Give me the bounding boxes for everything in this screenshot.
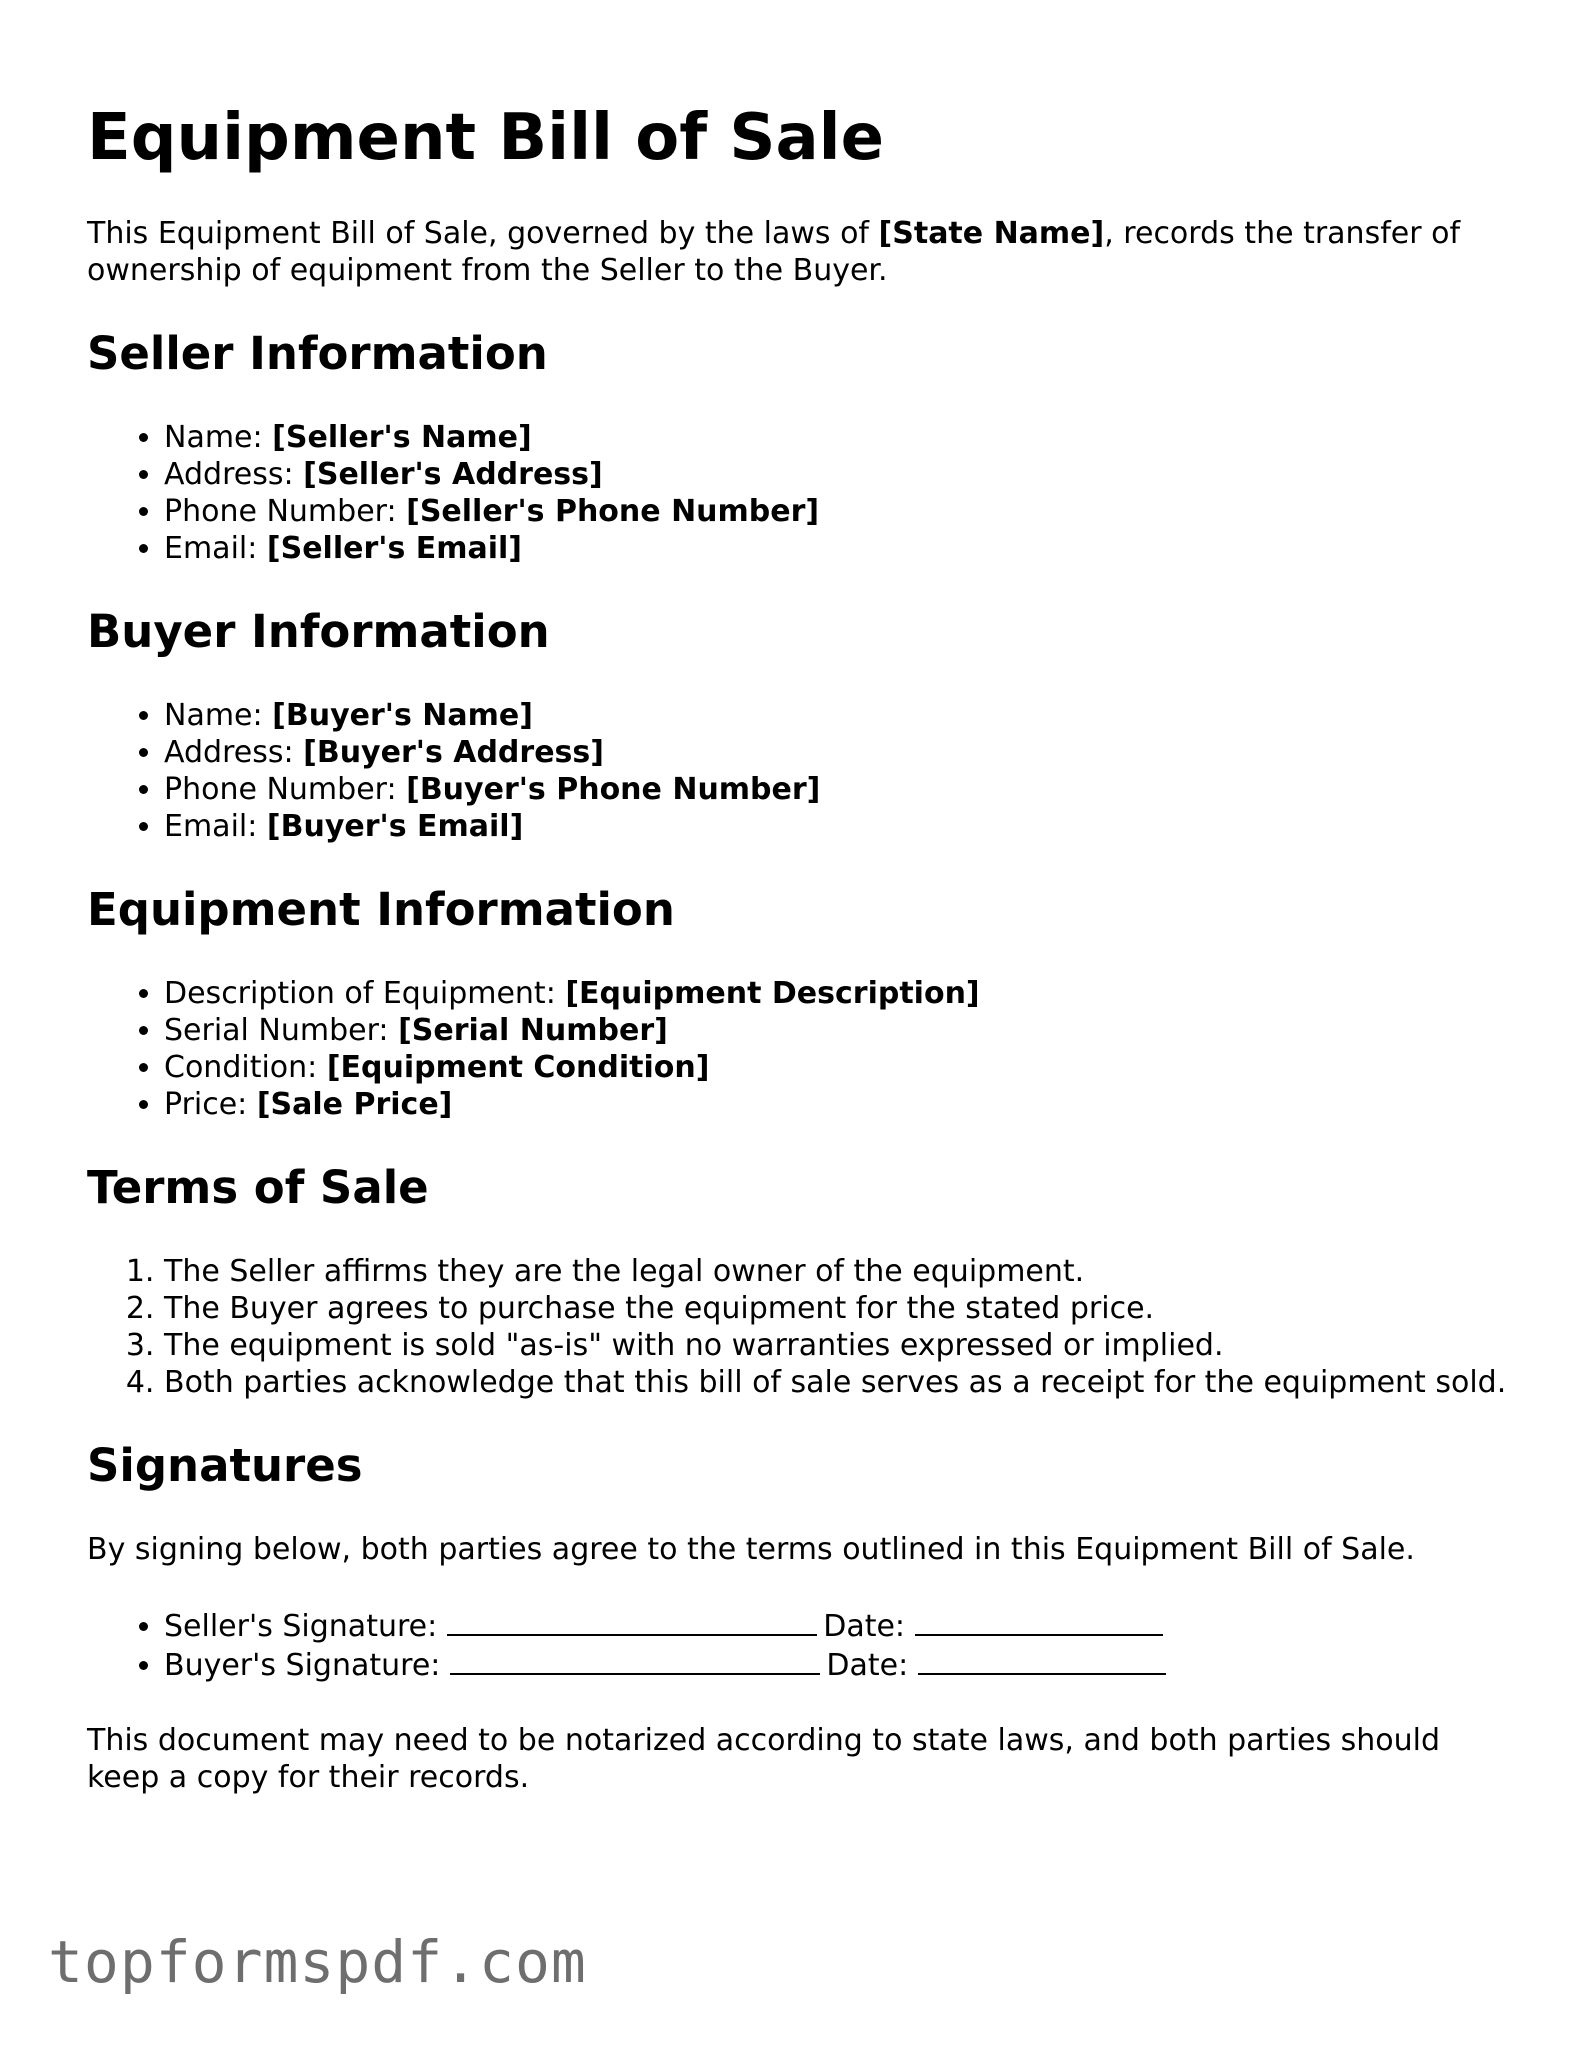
buyer-heading: Buyer Information [87,604,550,658]
field-label: Name: [164,697,273,733]
watermark: topformspdf.com [48,1928,587,1996]
signatures-list [87,1606,1507,1684]
field-label: Email: [164,808,267,844]
list-item [164,1086,1507,1123]
signatures-intro: By signing below, both parties agree to the terms outlined in this Equipment Bill of Sale. [87,1531,1415,1567]
list-item [164,975,1507,1012]
state-name-placeholder: [State Name] [878,215,1105,251]
term-item: 3. The equipment is sold "as-is" with no warranties expressed or implied. [164,1327,1507,1364]
field-label: Description of Equipment: [164,975,566,1011]
list-item [164,456,1507,493]
field-label: Condition: [164,1049,327,1085]
field-value: [Sale Price] [256,1086,453,1122]
intro-text-before: This Equipment Bill of Sale, governed by the laws of [87,215,879,251]
seller-list [87,419,1507,567]
field-label: Price: [164,1086,257,1122]
date-label: Date: [823,1608,906,1644]
buyer-signature-line[interactable] [450,1645,820,1675]
seller-date-line[interactable] [915,1606,1163,1636]
field-value: [Buyer's Name] [272,697,533,733]
term-item: 4. Both parties acknowledge that this bill of sale serves as a receipt for the equipment sold. [164,1364,1507,1401]
terms-list [87,1253,1507,1401]
term-item: 1. The Seller affirms they are the legal owner of the equipment. [164,1253,1507,1290]
field-label: Address: [164,456,304,492]
intro-paragraph [87,215,1507,289]
seller-signature-line[interactable] [447,1606,817,1636]
terms-heading: Terms of Sale [87,1160,429,1214]
field-value: [Buyer's Address] [303,734,604,770]
equipment-heading: Equipment Information [87,882,675,936]
intro-text-after: , records the transfer of ownership of equipment from the Seller to the Buyer. [87,215,1461,288]
field-value: [Equipment Condition] [326,1049,710,1085]
field-label: Email: [164,530,267,566]
field-value: [Buyer's Email] [266,808,524,844]
field-value: [Buyer's Phone Number] [406,771,821,807]
document [87,100,1507,1834]
buyer-signature-row [164,1645,1507,1684]
field-label: Address: [164,734,304,770]
list-item [164,1012,1507,1049]
field-value: [Serial Number] [398,1012,668,1048]
list-item [164,734,1507,771]
field-label: Serial Number: [164,1012,399,1048]
list-item [164,530,1507,567]
list-item [164,697,1507,734]
list-item [164,419,1507,456]
signature-label: Buyer's Signature: [164,1647,441,1683]
buyer-date-line[interactable] [918,1645,1166,1675]
term-item: 2. The Buyer agrees to purchase the equipment for the stated price. [164,1290,1507,1327]
closing-paragraph: This document may need to be notarized according to state laws, and both parties should keep a copy for their records. [87,1722,1441,1795]
field-value: [Seller's Name] [272,419,532,455]
list-item [164,1049,1507,1086]
field-value: [Equipment Description] [565,975,980,1011]
field-value: [Seller's Email] [266,530,523,566]
field-value: [Seller's Phone Number] [406,493,820,529]
list-item [164,493,1507,530]
date-label: Date: [826,1647,909,1683]
signatures-heading: Signatures [87,1438,363,1492]
field-label: Phone Number: [164,493,407,529]
field-label: Name: [164,419,273,455]
seller-heading: Seller Information [87,326,548,380]
signature-label: Seller's Signature: [164,1608,438,1644]
list-item [164,771,1507,808]
field-label: Phone Number: [164,771,407,807]
seller-signature-row [164,1606,1507,1645]
buyer-list [87,697,1507,845]
list-item [164,808,1507,845]
page-title: Equipment Bill of Sale [87,101,884,175]
field-value: [Seller's Address] [303,456,603,492]
equipment-list [87,975,1507,1123]
